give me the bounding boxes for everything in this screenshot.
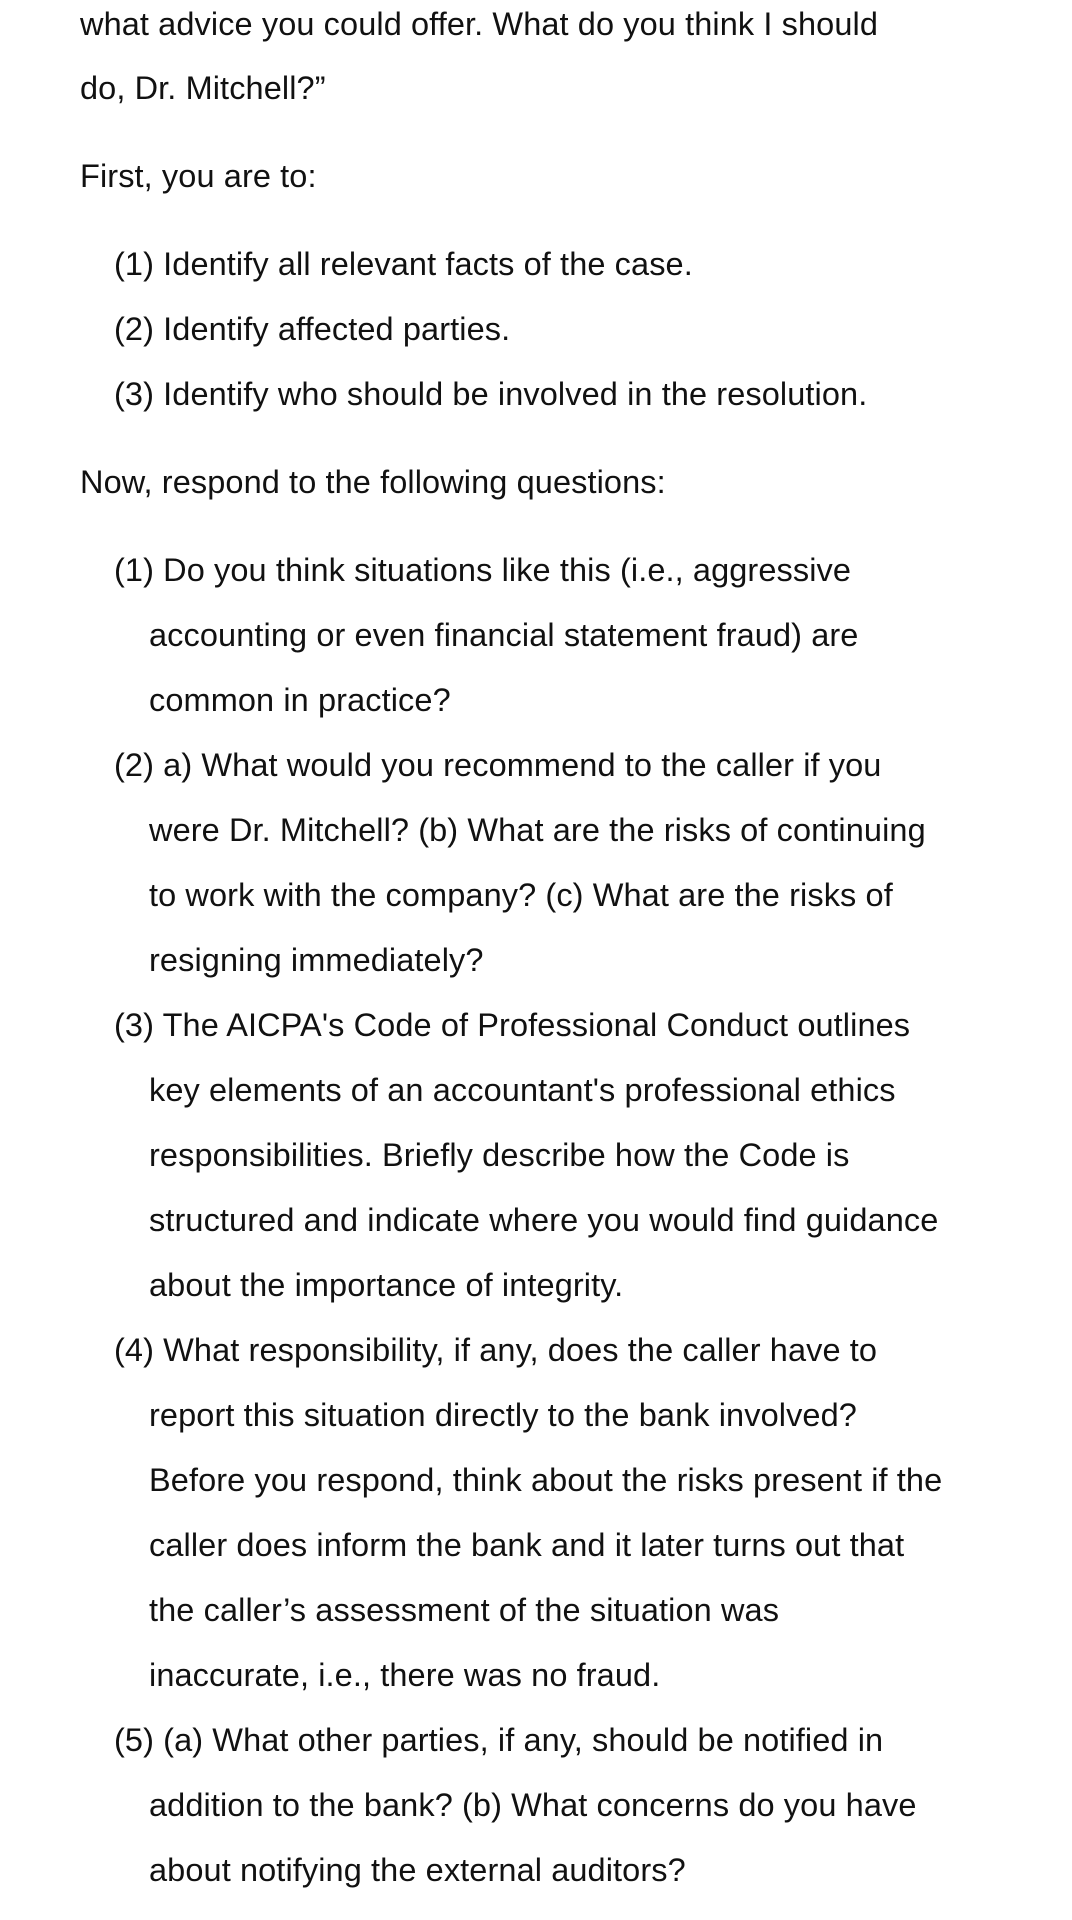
- intro-line-2: do, Dr. Mitchell?”: [80, 70, 326, 106]
- question-1-line-2: accounting or even financial statement fraud) are: [149, 617, 859, 653]
- question-3-line-2: key elements of an accountant's professional ethics: [149, 1072, 896, 1108]
- question-5-line-1: (5) (a) What other parties, if any, should be notified in: [114, 1722, 884, 1758]
- question-3-line-3: responsibilities. Briefly describe how the Code is: [149, 1137, 850, 1173]
- question-3-line-5: about the importance of integrity.: [149, 1267, 624, 1303]
- first-list-item-3: (3) Identify who should be involved in the resolution.: [114, 376, 868, 412]
- first-list-item-2: (2) Identify affected parties.: [114, 311, 511, 347]
- first-list-item-1: (1) Identify all relevant facts of the case.: [114, 246, 693, 282]
- question-2-line-2: were Dr. Mitchell? (b) What are the risks of continuing: [149, 812, 926, 848]
- question-5-line-2: addition to the bank? (b) What concerns do you have: [149, 1787, 917, 1823]
- question-4-line-5: the caller’s assessment of the situation was: [149, 1592, 780, 1628]
- questions-heading: Now, respond to the following questions:: [80, 464, 666, 500]
- intro-line-1: what advice you could offer. What do you think I should: [80, 6, 879, 42]
- question-2-line-4: resigning immediately?: [149, 942, 484, 978]
- question-1-line-3: common in practice?: [149, 682, 451, 718]
- question-3-line-4: structured and indicate where you would find guidance: [149, 1202, 939, 1238]
- question-3-line-1: (3) The AICPA's Code of Professional Conduct outlines: [114, 1007, 911, 1043]
- question-4-line-4: caller does inform the bank and it later turns out that: [149, 1527, 905, 1563]
- question-2-line-1: (2) a) What would you recommend to the caller if you: [114, 747, 882, 783]
- question-4-line-1: (4) What responsibility, if any, does the caller have to: [114, 1332, 878, 1368]
- question-4-line-6: inaccurate, i.e., there was no fraud.: [149, 1657, 661, 1693]
- question-5-line-3: about notifying the external auditors?: [149, 1852, 686, 1888]
- question-1-line-1: (1) Do you think situations like this (i.e., aggressive: [114, 552, 852, 588]
- question-4-line-3: Before you respond, think about the risks present if the: [149, 1462, 943, 1498]
- question-4-line-2: report this situation directly to the bank involved?: [149, 1397, 857, 1433]
- question-2-line-3: to work with the company? (c) What are the risks of: [149, 877, 893, 913]
- first-heading: First, you are to:: [80, 158, 317, 194]
